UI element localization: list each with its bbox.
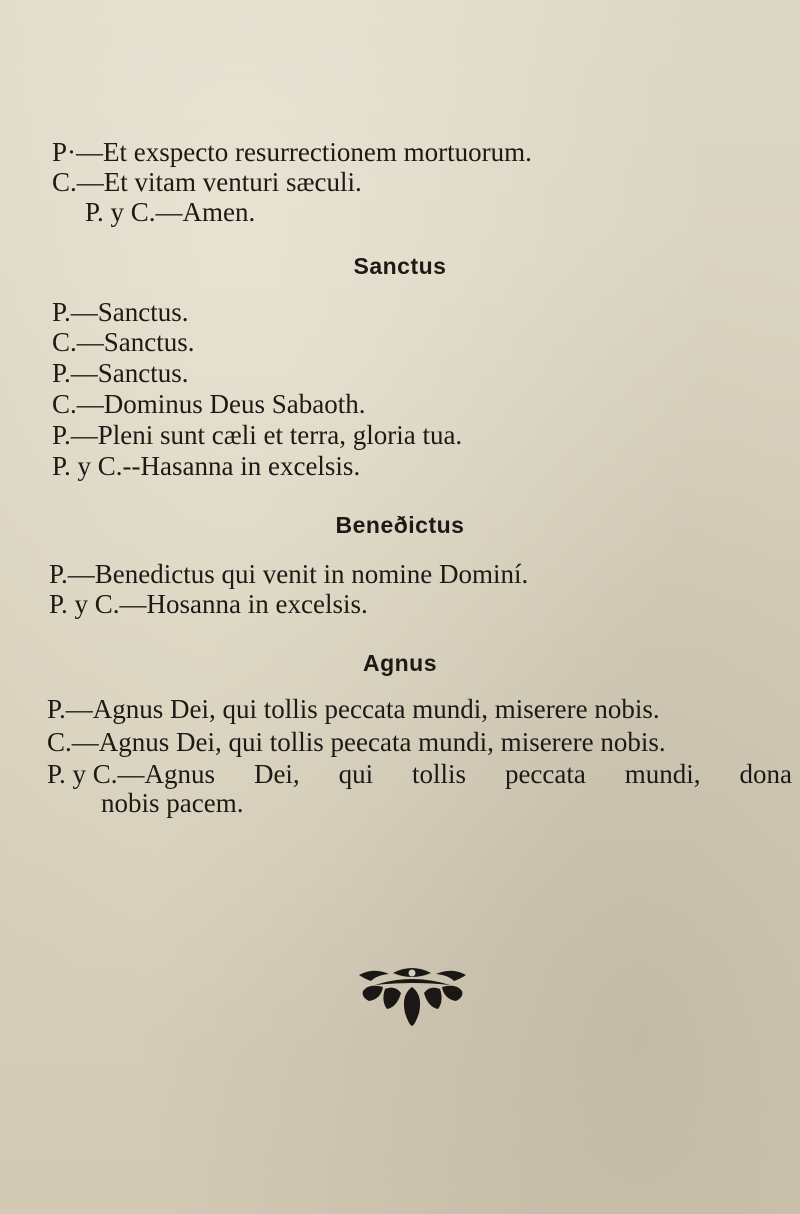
sanctus-line-3: P.—Sanctus. [52,358,189,388]
sanctus-line-4: C.—Dominus Deus Sabaoth. [52,389,366,419]
agnus-line-3-word-3: qui [338,759,374,789]
agnus-line-3-word-7: dona [739,759,792,789]
agnus-line-3-word-1: P. y C.—Agnus [47,759,216,789]
floral-ornament-icon [355,965,470,1027]
credo-line-1: P·—Et exspecto resurrectionem mortuorum. [52,137,532,167]
sanctus-line-1: P.—Sanctus. [52,297,189,327]
agnus-line-4: nobis pacem. [101,788,244,818]
sanctus-line-6: P. y C.--Hasanna in excelsis. [52,451,361,481]
sanctus-heading: Sanctus [353,253,447,279]
benedictus-line-1: P.—Benedictus qui venit in nomine Dominí. [49,559,529,589]
agnus-line-3 [47,759,792,789]
credo-line-3: P. y C.—Amen. [85,197,256,227]
agnus-line-3-word-6: mundi, [624,759,701,789]
agnus-heading: Agnus [362,650,438,676]
agnus-line-3-word-5: peccata [504,759,586,789]
sanctus-line-5: P.—Pleni sunt cæli et terra, gloria tua. [52,420,463,450]
benedictus-heading: Beneðictus [335,512,465,538]
agnus-line-3-word-4: tollis [412,759,467,789]
agnus-line-1: P.—Agnus Dei, qui tollis peccata mundi, miserere nobis. [47,694,660,724]
credo-line-2: C.—Et vitam venturi sæculi. [52,167,362,197]
agnus-line-2: C.—Agnus Dei, qui tollis peecata mundi, miserere nobis. [47,727,666,757]
agnus-line-3-word-2: Dei, [253,759,300,789]
sanctus-line-2: C.—Sanctus. [52,327,195,357]
benedictus-line-2: P. y C.—Hosanna in excelsis. [49,589,368,619]
